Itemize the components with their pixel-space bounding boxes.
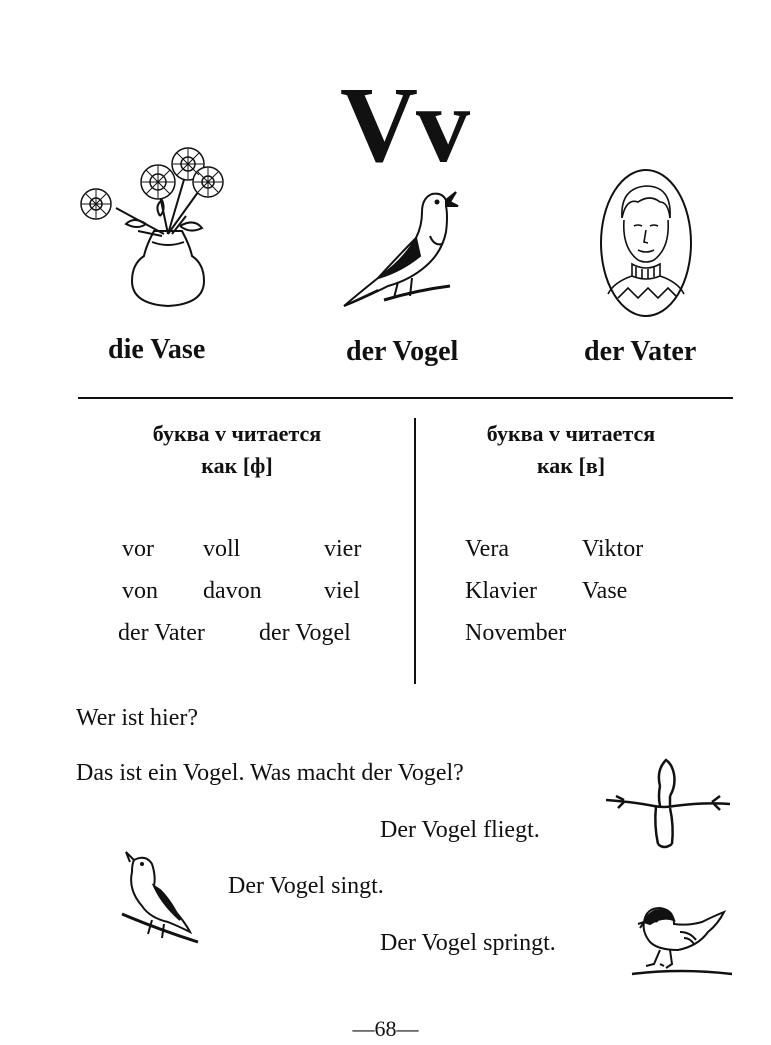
text-line-2: Das ist ein Vogel. Was macht der Vogel? bbox=[76, 760, 464, 786]
right-word: Vase bbox=[582, 578, 628, 604]
title-letter: Vv bbox=[340, 66, 468, 185]
vase-flowers-illustration bbox=[76, 146, 236, 316]
horizontal-divider bbox=[78, 397, 733, 399]
caption-vase: die Vase bbox=[108, 334, 206, 365]
left-rule-heading-line2: как [ф] bbox=[201, 452, 273, 478]
left-rule-heading-line1: буква v читается bbox=[152, 421, 322, 446]
text-line-5: Der Vogel springt. bbox=[380, 930, 556, 956]
caption-father: der Vater bbox=[584, 336, 697, 367]
bird-illustration bbox=[338, 186, 468, 314]
right-word: Viktor bbox=[582, 536, 644, 562]
caption-bird: der Vogel bbox=[346, 336, 459, 367]
right-rule-heading-line2: как [в] bbox=[536, 452, 606, 478]
right-word: Klavier bbox=[465, 578, 537, 604]
left-word: der Vater bbox=[118, 620, 205, 646]
right-word: November bbox=[465, 620, 567, 646]
left-rule-heading bbox=[112, 418, 362, 482]
flying-bird-illustration bbox=[604, 756, 732, 856]
right-word: Vera bbox=[465, 536, 509, 562]
left-word: der Vogel bbox=[259, 620, 351, 646]
left-word: von bbox=[122, 578, 158, 604]
text-line-1: Wer ist hier? bbox=[76, 705, 199, 731]
left-word: davon bbox=[203, 578, 262, 604]
left-word: viel bbox=[324, 578, 360, 604]
left-word: vier bbox=[324, 536, 362, 562]
left-word: vor bbox=[122, 536, 154, 562]
singing-bird-illustration bbox=[120, 850, 200, 950]
right-rule-heading bbox=[446, 418, 696, 482]
page-number: —68— bbox=[352, 1016, 419, 1041]
right-rule-heading-line1: буква v читается bbox=[486, 421, 656, 446]
text-line-3: Der Vogel fliegt. bbox=[380, 817, 540, 843]
father-portrait bbox=[598, 168, 694, 318]
text-line-4: Der Vogel singt. bbox=[228, 873, 384, 899]
vertical-divider bbox=[414, 418, 416, 684]
left-word: voll bbox=[203, 536, 241, 562]
hopping-bird-illustration bbox=[630, 902, 734, 982]
